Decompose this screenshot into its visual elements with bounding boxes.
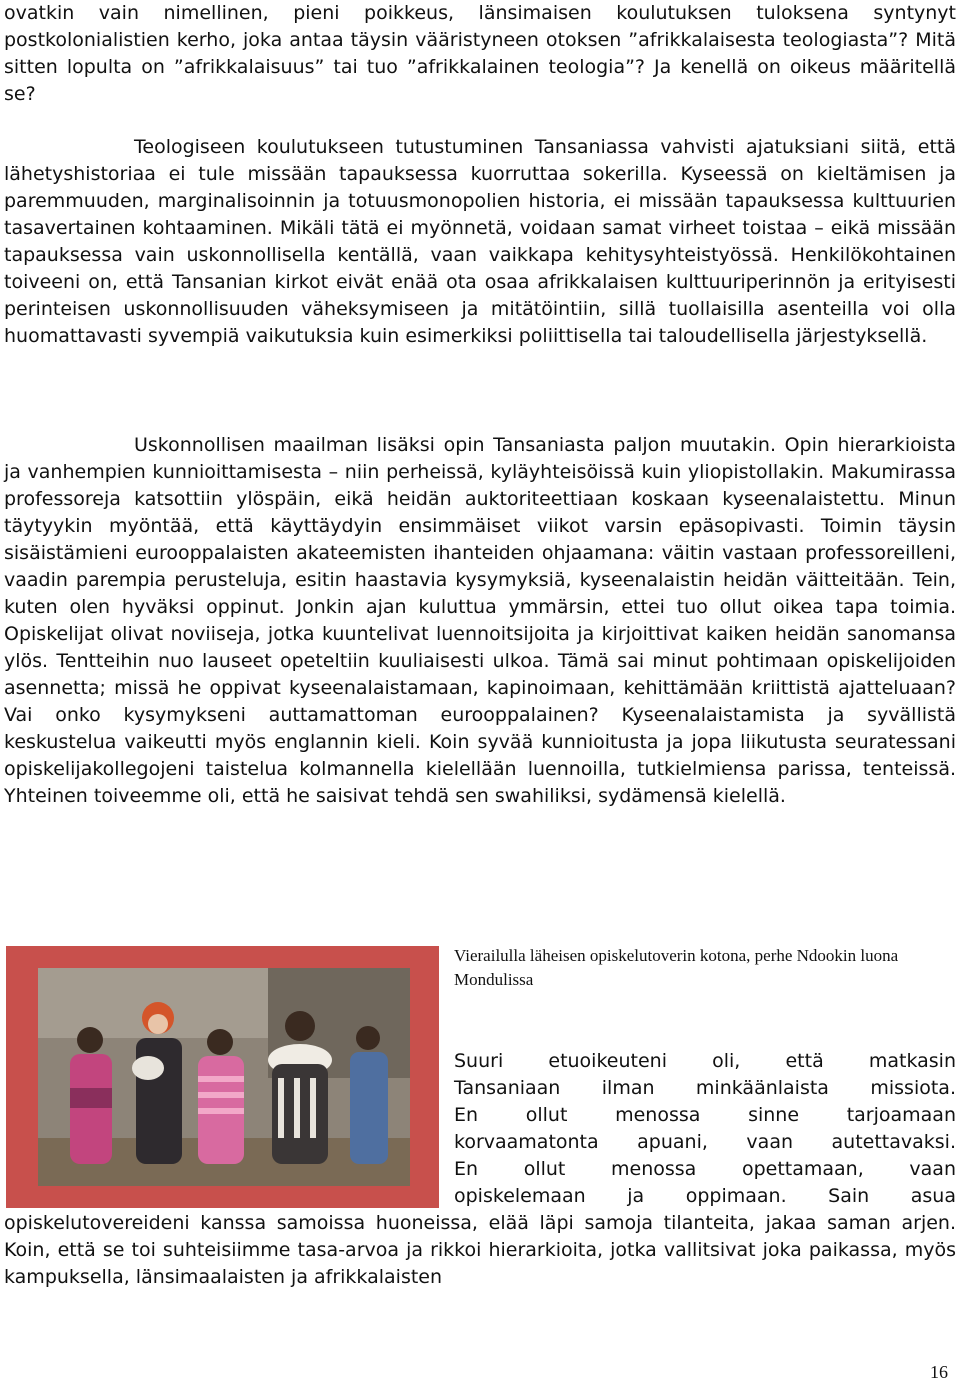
- paragraph-2: Teologiseen koulutukseen tutustuminen Tansaniassa vahvisti ajatuksiani siitä, että lähetyshistoriaa ei tule missään tapauksessa kuorruttaa sokerilla. Kyseessä on kieltämisen ja paremmuuden, marginalisoinnin ja totuusmonopolien historia, ei missään tapauksessa kulttuurien tasavertainen kohtaaminen. Mikäli tätä ei myönnetä, voidaan samat virheet toistaa – eikä missään tapauksessa vain uskonnollisella kentällä, vaan vaikkapa kehitysyhteistyössä. Henkilökohtainen toiveeni on, että Tansanian kirkot eivät enää ota osaa afrikkalaisen kulttuuriperinnön ja erityisesti perinteisen uskonnollisuuden väheksymiseen ja mitätöintiin, sillä tuollaisilla asenteilla voi olla huomattavasti syvempiä vaikutuksia kuin esimerkiksi poliittisella tai taloudellisella järjestyksellä.: [4, 136, 956, 347]
- paragraph-4-line: En ollut menossa sinne tarjoamaan: [454, 1104, 956, 1126]
- paragraph-4-line: Suuri etuoikeuteni oli, että matkasin: [454, 1050, 956, 1072]
- paragraph-5: opiskelutovereideni kanssa samoissa huoneissa, elää läpi samoja tilanteita, jakaa saman arjen. Koin, että se toi suhteisiimme tasa-arvoa ja rikkoi hierarkioita, jotka vallitsivat joka paikassa, myös kampuksella, länsimaalaisten ja afrikkalaisten: [4, 1212, 956, 1288]
- paragraph-4-line: Tansaniaan ilman minkäänlaista missiota.: [454, 1077, 956, 1099]
- paragraph-1: ovatkin vain nimellinen, pieni poikkeus, länsimaisen koulutuksen tuloksena syntynyt postkolonialistien kerho, joka antaa täysin vääristyneen otoksen ”afrikkalaisesta teologiasta”? Mitä sitten lopulta on ”afrikkalaisuus” tai tuo ”afrikkalainen teologia”? Ja kenellä on oikeus määritellä se?: [4, 2, 956, 105]
- paragraph-4-line: korvaamatonta apuani, vaan autettavaksi.: [454, 1131, 956, 1153]
- photo-caption: Vierailulla läheisen opiskelutoverin kotona, perhe Ndookin luona Mondulissa: [454, 946, 899, 989]
- family-photo: [38, 968, 410, 1186]
- paragraph-4-line: En ollut menossa opettamaan, vaan: [454, 1158, 956, 1180]
- page-number: 16: [930, 1362, 948, 1382]
- paragraph-3: Uskonnollisen maailman lisäksi opin Tansaniasta paljon muutakin. Opin hierarkioista ja vanhempien kunnioittamisesta – niin perheissä, kyläyhteisöissä kuin yliopistollakin. Makumirassa professoreja katsottiin ylöspäin, eikä heidän auktoriteettiaan koskaan kyseenalaistettu. Minun täytyykin myöntää, että käyttäydyin ensimmäiset viikot varsin epäsopivasti. Toimin täysin sisäistämieni eurooppalaisten akateemisten ihanteiden ohjaamana: väitin vastaan professoreilleni, vaadin parempia perusteluja, esitin haastavia kysymyksiä, kyseenalaistin heidän väitteitään. Tein, kuten olen hyväksi oppinut. Jonkin ajan kuluttua ymmärsin, ettei tuo ollut oikea tapa toimia. Opiskelijat olivat noviiseja, jotka kuuntelivat luennoitsijoita ja kirjoittivat kaiken heidän sanomansa ylös. Tentteihin nuo lauseet opeteltiin kuuliaisesti ulkoa. Tämä sai minut pohtimaan opiskelijoiden asennetta; missä he oppivat kyseenalaistamaan, kapinoimaan, kehittämään kriittistä ajatteluaan? Vai onko kysymykseni auttamattoman eurooppalainen? Kyseenalaistamista ja syvällistä keskustelua vaikeutti myös englannin kieli. Koin syvää kunnioitusta ja jopa liikutusta seuratessani opiskelijakollegojeni taistelua kolmannella kielellään luennoilla, tutkielmiensa parissa, tenteissä. Yhteinen toiveemme oli, että he saisivat tehdä sen swahiliksi, sydämensä kielellä.: [4, 434, 956, 807]
- paragraph-4: [454, 1048, 956, 1210]
- photo-frame: [6, 946, 439, 1208]
- paragraph-4-line: opiskelemaan ja oppimaan. Sain asua: [454, 1185, 956, 1207]
